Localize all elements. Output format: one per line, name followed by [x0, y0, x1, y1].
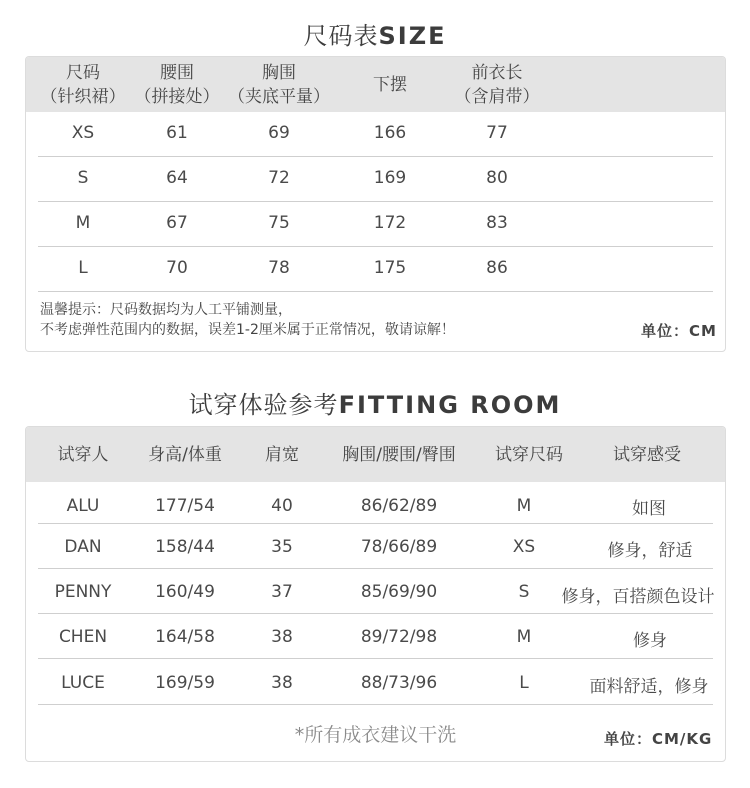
fitting-room-title	[0, 385, 750, 420]
size-table-header	[26, 57, 725, 112]
fitting-unit-label: 单位：CM/KG	[604, 730, 713, 748]
size-unit-label: 单位：CM	[641, 322, 717, 340]
size-title-en: SIZE	[378, 22, 447, 50]
size-header-cell: 尺码 （针织裙）	[40, 63, 126, 107]
measurement-note: 温馨提示：尺码数据均为人工平铺测量， 不考虑弹性范围内的数据，误差1-2厘米属于正常情况，敬请谅解！	[40, 302, 455, 338]
row-divider	[38, 246, 713, 247]
row-divider	[38, 201, 713, 202]
row-divider	[38, 658, 713, 659]
row-divider	[38, 523, 713, 524]
height-weight-header-cell: 身高/体重	[148, 445, 222, 465]
hem-header-cell: 下摆	[373, 75, 407, 95]
fitting-table-header	[26, 427, 725, 482]
size-table: 尺码 （针织裙） 腰围 （拼接处） 胸围 （夹底平量） 下摆 前衣长 （含肩带） XS 61 69 166 77 S 64 72 169 80 M 67 75 172 83 L 70 78 175 86 温馨提示：尺码数据均为人工平铺测量， 不考虑弹性范围内的数据，误差1-2厘米属于正常情况，敬请谅解！ 单位：CM	[25, 56, 726, 352]
row-divider	[38, 613, 713, 614]
tester-header-cell: 试穿人	[57, 445, 109, 465]
front-length-header-cell: 前衣长 （含肩带）	[454, 63, 540, 107]
fitting-title-en: FITTING ROOM	[338, 391, 562, 419]
fitting-table: 试穿人 身高/体重 肩宽 胸围/腰围/臀围 试穿尺码 试穿感受 ALU 177/54 40 86/62/89 M 如图 DAN 158/44 35 78/66/89 XS 修身，舒适 PENNY 160/49 37 85/69/90 S 修身，百搭颜色设计 CHEN 164/58 38 89/72/98 M 修身 LUCE 169/59 38 88/73/96 L 面料舒适，修身 *所有成衣建议干洗 单位：CM/KG	[25, 426, 726, 762]
row-divider	[38, 156, 713, 157]
fitting-title-cn: 试穿体验参考	[188, 391, 339, 419]
measurements-header-cell: 胸围/腰围/臀围	[342, 445, 456, 465]
waist-header-cell: 腰围 （拼接处）	[134, 63, 220, 107]
size-title-cn: 尺码表	[303, 22, 379, 50]
row-divider	[38, 568, 713, 569]
size-table-title	[0, 16, 750, 51]
feeling-header-cell: 试穿感受	[613, 445, 681, 465]
row-divider	[38, 704, 713, 705]
tried-size-header-cell: 试穿尺码	[495, 445, 563, 465]
shoulder-header-cell: 肩宽	[265, 445, 299, 465]
row-divider	[38, 291, 713, 292]
bust-header-cell: 胸围 （夹底平量）	[228, 63, 330, 107]
dry-clean-note: *所有成衣建议干洗	[294, 724, 457, 746]
